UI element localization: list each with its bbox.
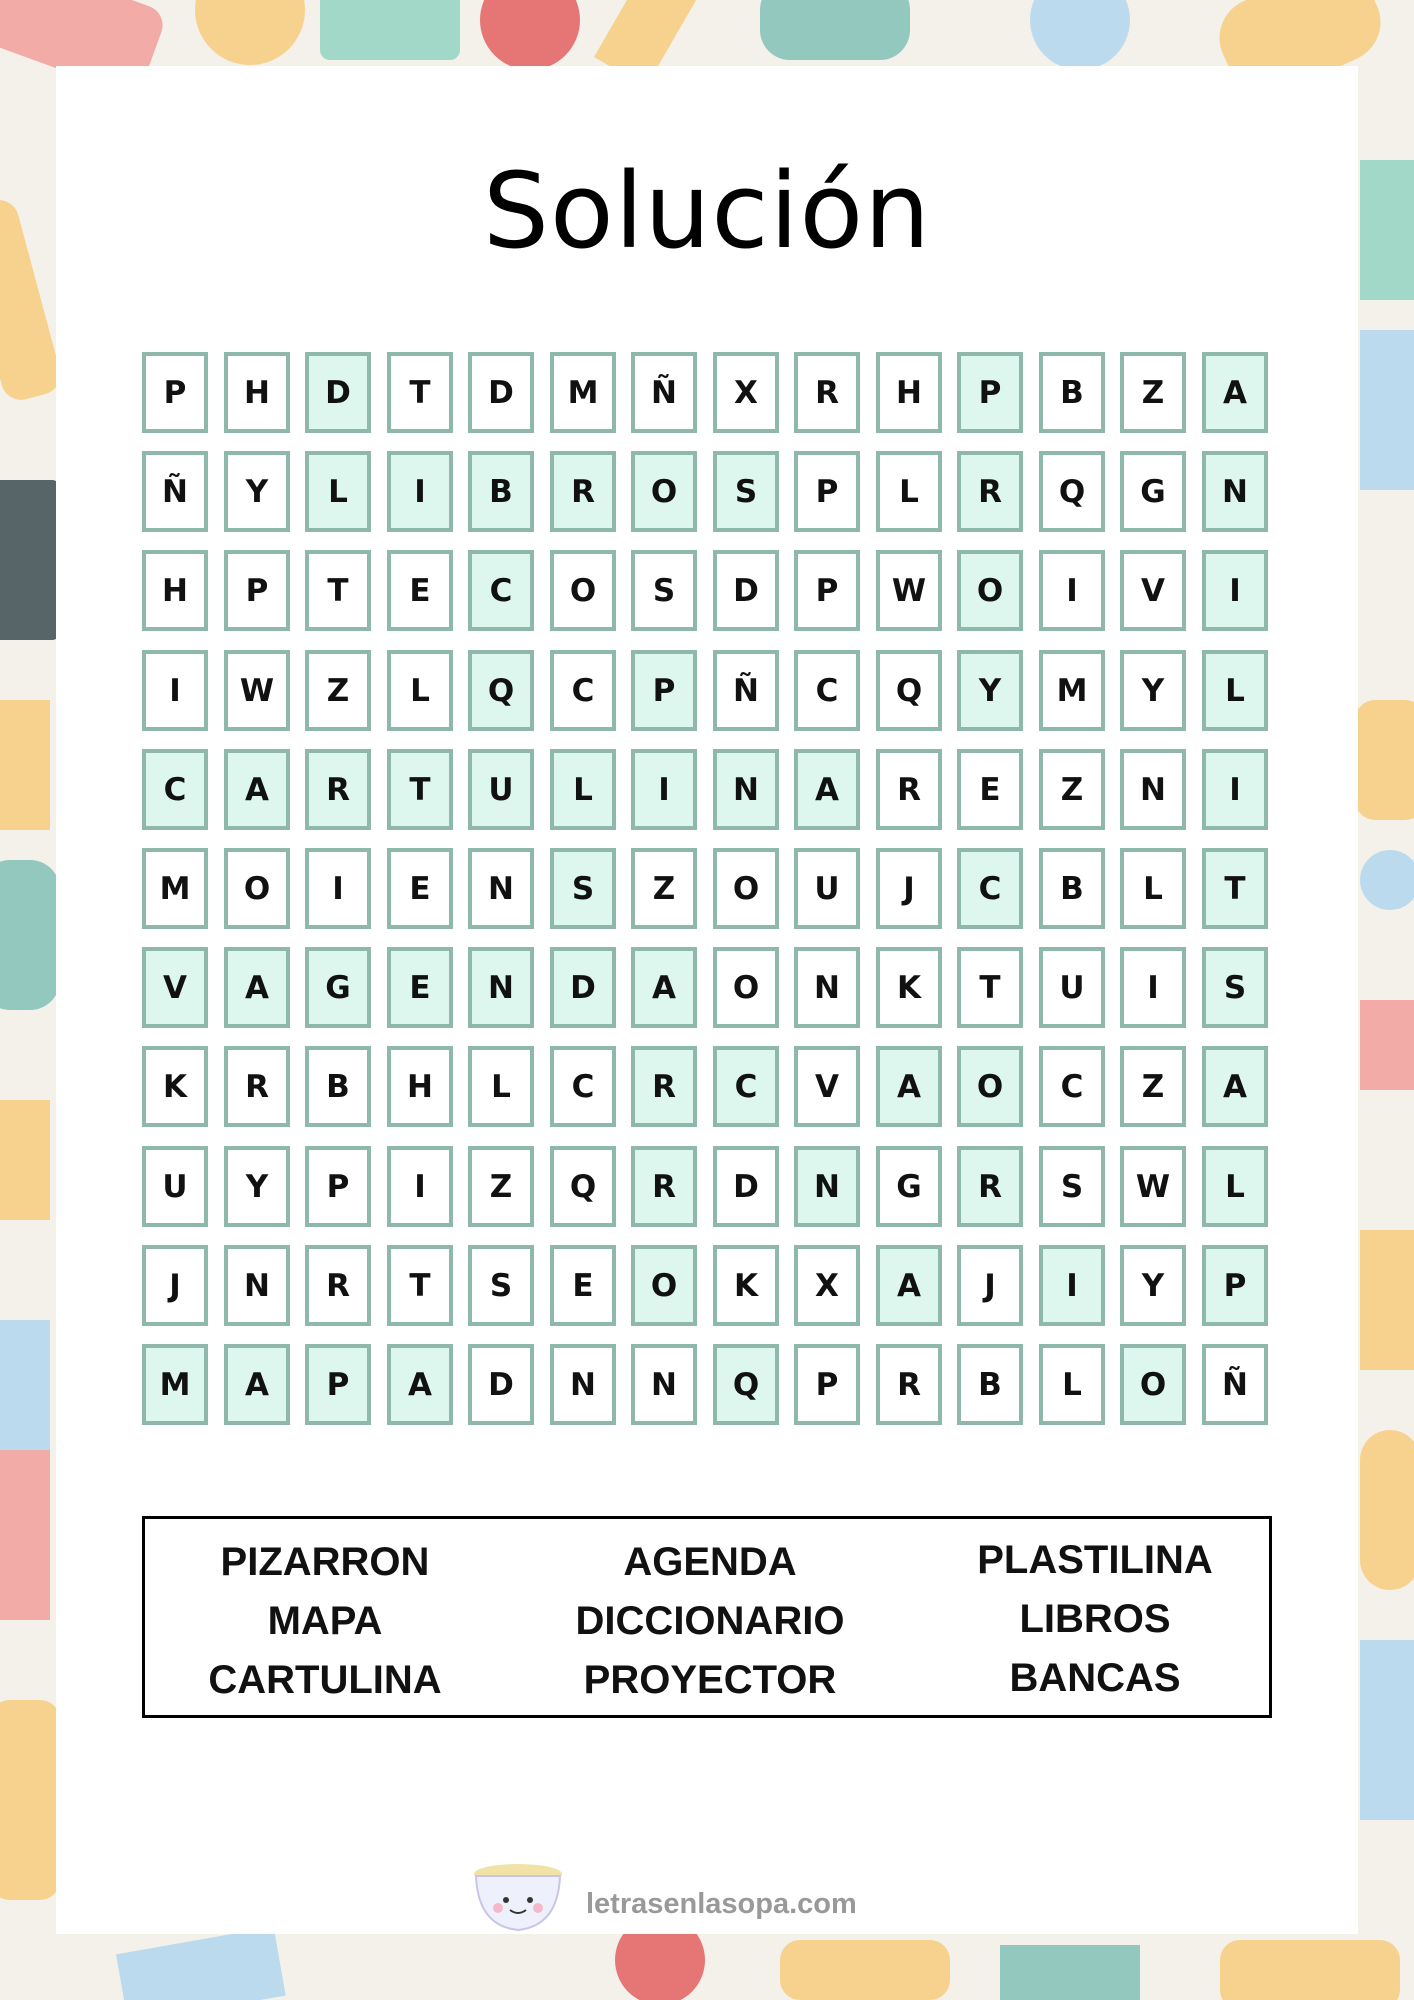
grid-cell[interactable]: L bbox=[876, 451, 942, 532]
grid-cell[interactable]: R bbox=[631, 1046, 697, 1127]
grid-cell[interactable]: L bbox=[1039, 1344, 1105, 1425]
grid-cell[interactable]: L bbox=[1202, 1146, 1268, 1227]
grid-cell[interactable]: H bbox=[224, 352, 290, 433]
grid-cell[interactable]: G bbox=[305, 947, 371, 1028]
grid-cell[interactable]: Z bbox=[1120, 1046, 1186, 1127]
grid-cell[interactable]: A bbox=[876, 1046, 942, 1127]
grid-cell[interactable]: W bbox=[1120, 1146, 1186, 1227]
grid-cell[interactable]: D bbox=[468, 352, 534, 433]
grid-cell[interactable]: P bbox=[631, 650, 697, 731]
grid-cell[interactable]: I bbox=[1120, 947, 1186, 1028]
grid-cell[interactable]: P bbox=[224, 550, 290, 631]
grid-cell[interactable]: P bbox=[794, 550, 860, 631]
grid-cell[interactable]: D bbox=[468, 1344, 534, 1425]
grid-cell[interactable]: V bbox=[1120, 550, 1186, 631]
grid-cell[interactable]: O bbox=[713, 947, 779, 1028]
grid-cell[interactable]: R bbox=[876, 749, 942, 830]
grid-cell[interactable]: E bbox=[387, 848, 453, 929]
word-list-box bbox=[142, 1516, 1272, 1718]
grid-cell[interactable]: Ñ bbox=[142, 451, 208, 532]
grid-cell[interactable]: B bbox=[1039, 352, 1105, 433]
grid-cell[interactable]: S bbox=[713, 451, 779, 532]
grid-cell[interactable]: R bbox=[794, 352, 860, 433]
grid-cell[interactable]: I bbox=[305, 848, 371, 929]
bowl-of-soup-mascot-icon bbox=[470, 1856, 570, 1936]
grid-cell[interactable]: Y bbox=[1120, 1245, 1186, 1326]
word-item: BANCAS bbox=[1009, 1656, 1181, 1700]
grid-cell[interactable]: Q bbox=[876, 650, 942, 731]
word-item: PIZARRON bbox=[220, 1540, 430, 1584]
grid-cell[interactable]: L bbox=[305, 451, 371, 532]
grid-cell[interactable]: A bbox=[631, 947, 697, 1028]
grid-cell[interactable]: C bbox=[794, 650, 860, 731]
grid-cell[interactable]: R bbox=[631, 1146, 697, 1227]
grid-cell[interactable]: B bbox=[957, 1344, 1023, 1425]
grid-cell[interactable]: H bbox=[142, 550, 208, 631]
grid-cell[interactable]: L bbox=[1120, 848, 1186, 929]
grid-cell[interactable]: A bbox=[224, 947, 290, 1028]
word-item: PLASTILINA bbox=[977, 1538, 1213, 1582]
grid-cell[interactable]: M bbox=[142, 848, 208, 929]
grid-cell[interactable]: N bbox=[468, 947, 534, 1028]
grid-cell[interactable]: L bbox=[1202, 650, 1268, 731]
grid-cell[interactable]: C bbox=[142, 749, 208, 830]
grid-cell[interactable]: A bbox=[876, 1245, 942, 1326]
grid-cell[interactable]: T bbox=[1202, 848, 1268, 929]
grid-cell[interactable]: N bbox=[550, 1344, 616, 1425]
grid-cell[interactable]: C bbox=[957, 848, 1023, 929]
grid-cell[interactable]: K bbox=[713, 1245, 779, 1326]
grid-cell[interactable]: Q bbox=[550, 1146, 616, 1227]
grid-cell[interactable]: E bbox=[387, 947, 453, 1028]
grid-cell[interactable]: N bbox=[794, 947, 860, 1028]
grid-cell[interactable]: O bbox=[631, 1245, 697, 1326]
grid-cell[interactable]: M bbox=[1039, 650, 1105, 731]
grid-cell[interactable]: O bbox=[550, 550, 616, 631]
grid-cell[interactable]: O bbox=[957, 1046, 1023, 1127]
grid-cell[interactable]: S bbox=[468, 1245, 534, 1326]
word-column-1 bbox=[145, 1533, 505, 1710]
grid-cell[interactable]: I bbox=[387, 451, 453, 532]
grid-cell[interactable]: P bbox=[1202, 1245, 1268, 1326]
grid-cell[interactable]: T bbox=[387, 749, 453, 830]
grid-cell[interactable]: R bbox=[305, 749, 371, 830]
grid-cell[interactable]: R bbox=[550, 451, 616, 532]
grid-cell[interactable]: R bbox=[305, 1245, 371, 1326]
grid-cell[interactable]: E bbox=[957, 749, 1023, 830]
grid-cell[interactable]: I bbox=[142, 650, 208, 731]
grid-cell[interactable]: E bbox=[387, 550, 453, 631]
grid-cell[interactable]: S bbox=[1202, 947, 1268, 1028]
grid-cell[interactable]: D bbox=[305, 352, 371, 433]
grid-cell[interactable]: H bbox=[876, 352, 942, 433]
grid-cell[interactable]: S bbox=[550, 848, 616, 929]
grid-cell[interactable]: B bbox=[1039, 848, 1105, 929]
grid-cell[interactable]: C bbox=[1039, 1046, 1105, 1127]
grid-cell[interactable]: A bbox=[224, 749, 290, 830]
grid-cell[interactable]: I bbox=[1202, 550, 1268, 631]
grid-cell[interactable]: A bbox=[1202, 352, 1268, 433]
grid-cell[interactable]: N bbox=[1202, 451, 1268, 532]
grid-cell[interactable]: D bbox=[713, 550, 779, 631]
grid-cell[interactable]: T bbox=[387, 352, 453, 433]
grid-cell[interactable]: C bbox=[468, 550, 534, 631]
grid-cell[interactable]: C bbox=[550, 650, 616, 731]
grid-cell[interactable]: Q bbox=[468, 650, 534, 731]
grid-cell[interactable]: D bbox=[550, 947, 616, 1028]
grid-cell[interactable]: P bbox=[305, 1344, 371, 1425]
footer bbox=[470, 1856, 910, 1936]
grid-cell[interactable]: I bbox=[387, 1146, 453, 1227]
grid-cell[interactable]: Q bbox=[713, 1344, 779, 1425]
grid-cell[interactable]: T bbox=[957, 947, 1023, 1028]
grid-cell[interactable]: A bbox=[1202, 1046, 1268, 1127]
grid-cell[interactable]: R bbox=[224, 1046, 290, 1127]
grid-cell[interactable]: Z bbox=[1120, 352, 1186, 433]
word-item: MAPA bbox=[267, 1599, 383, 1643]
word-item: LIBROS bbox=[1019, 1597, 1171, 1641]
page-title: Solución bbox=[482, 150, 932, 272]
grid-cell[interactable]: U bbox=[794, 848, 860, 929]
grid-cell[interactable]: Z bbox=[631, 848, 697, 929]
grid-cell[interactable]: U bbox=[1039, 947, 1105, 1028]
grid-cell[interactable]: G bbox=[1120, 451, 1186, 532]
grid-cell[interactable]: R bbox=[876, 1344, 942, 1425]
grid-cell[interactable]: D bbox=[713, 1146, 779, 1227]
grid-cell[interactable]: Z bbox=[468, 1146, 534, 1227]
grid-cell[interactable]: P bbox=[957, 352, 1023, 433]
grid-cell[interactable]: N bbox=[224, 1245, 290, 1326]
grid-cell[interactable]: O bbox=[713, 848, 779, 929]
grid-cell[interactable]: U bbox=[468, 749, 534, 830]
grid-cell[interactable]: W bbox=[224, 650, 290, 731]
grid-cell[interactable]: I bbox=[631, 749, 697, 830]
grid-cell[interactable]: W bbox=[876, 550, 942, 631]
grid-cell[interactable]: N bbox=[1120, 749, 1186, 830]
grid-cell[interactable]: Y bbox=[1120, 650, 1186, 731]
word-search-grid bbox=[142, 352, 1274, 1432]
grid-cell[interactable]: P bbox=[794, 1344, 860, 1425]
grid-cell[interactable]: Y bbox=[224, 451, 290, 532]
word-item: CARTULINA bbox=[208, 1658, 442, 1702]
grid-cell[interactable]: A bbox=[387, 1344, 453, 1425]
grid-cell[interactable]: G bbox=[876, 1146, 942, 1227]
grid-cell[interactable]: T bbox=[387, 1245, 453, 1326]
grid-cell[interactable]: J bbox=[957, 1245, 1023, 1326]
word-item: DICCIONARIO bbox=[575, 1599, 845, 1643]
grid-cell[interactable]: J bbox=[142, 1245, 208, 1326]
grid-cell[interactable]: K bbox=[142, 1046, 208, 1127]
grid-cell[interactable]: P bbox=[142, 352, 208, 433]
grid-cell[interactable]: P bbox=[305, 1146, 371, 1227]
grid-cell[interactable]: M bbox=[550, 352, 616, 433]
word-column-2 bbox=[530, 1533, 890, 1710]
grid-cell[interactable]: O bbox=[957, 550, 1023, 631]
grid-cell[interactable]: R bbox=[957, 1146, 1023, 1227]
grid-cell[interactable]: C bbox=[550, 1046, 616, 1127]
grid-cell[interactable]: X bbox=[713, 352, 779, 433]
grid-cell[interactable]: E bbox=[550, 1245, 616, 1326]
word-item: AGENDA bbox=[623, 1540, 797, 1584]
grid-cell[interactable]: N bbox=[631, 1344, 697, 1425]
grid-cell[interactable]: L bbox=[387, 650, 453, 731]
grid-cell[interactable]: C bbox=[713, 1046, 779, 1127]
grid-cell[interactable]: S bbox=[1039, 1146, 1105, 1227]
grid-cell[interactable]: V bbox=[142, 947, 208, 1028]
grid-cell[interactable]: O bbox=[224, 848, 290, 929]
grid-cell[interactable]: M bbox=[142, 1344, 208, 1425]
grid-cell[interactable]: Y bbox=[224, 1146, 290, 1227]
grid-cell[interactable]: I bbox=[1039, 550, 1105, 631]
grid-cell[interactable]: I bbox=[1202, 749, 1268, 830]
grid-cell[interactable]: Q bbox=[1039, 451, 1105, 532]
grid-cell[interactable]: N bbox=[713, 749, 779, 830]
grid-cell[interactable]: N bbox=[468, 848, 534, 929]
grid-cell[interactable]: R bbox=[957, 451, 1023, 532]
grid-cell[interactable]: X bbox=[794, 1245, 860, 1326]
word-column-3 bbox=[915, 1531, 1275, 1708]
grid-cell[interactable]: L bbox=[550, 749, 616, 830]
grid-cell[interactable]: L bbox=[468, 1046, 534, 1127]
grid-cell[interactable]: V bbox=[794, 1046, 860, 1127]
grid-cell[interactable]: Ñ bbox=[631, 352, 697, 433]
word-item: PROYECTOR bbox=[583, 1658, 837, 1702]
grid-cell[interactable]: H bbox=[387, 1046, 453, 1127]
grid-cell[interactable]: P bbox=[794, 451, 860, 532]
grid-cell[interactable]: T bbox=[305, 550, 371, 631]
grid-cell[interactable]: J bbox=[876, 848, 942, 929]
grid-cell[interactable]: I bbox=[1039, 1245, 1105, 1326]
grid-cell[interactable]: B bbox=[468, 451, 534, 532]
grid-cell[interactable]: Z bbox=[1039, 749, 1105, 830]
grid-cell[interactable]: K bbox=[876, 947, 942, 1028]
site-link[interactable]: letrasenlasopa.com bbox=[586, 1888, 857, 1920]
grid-cell[interactable]: B bbox=[305, 1046, 371, 1127]
grid-cell[interactable]: O bbox=[1120, 1344, 1186, 1425]
grid-cell[interactable]: S bbox=[631, 550, 697, 631]
grid-cell[interactable]: A bbox=[794, 749, 860, 830]
grid-cell[interactable]: A bbox=[224, 1344, 290, 1425]
grid-cell[interactable]: N bbox=[794, 1146, 860, 1227]
grid-cell[interactable]: Ñ bbox=[1202, 1344, 1268, 1425]
grid-cell[interactable]: Y bbox=[957, 650, 1023, 731]
grid-cell[interactable]: Z bbox=[305, 650, 371, 731]
grid-cell[interactable]: Ñ bbox=[713, 650, 779, 731]
grid-cell[interactable]: U bbox=[142, 1146, 208, 1227]
grid-cell[interactable]: O bbox=[631, 451, 697, 532]
